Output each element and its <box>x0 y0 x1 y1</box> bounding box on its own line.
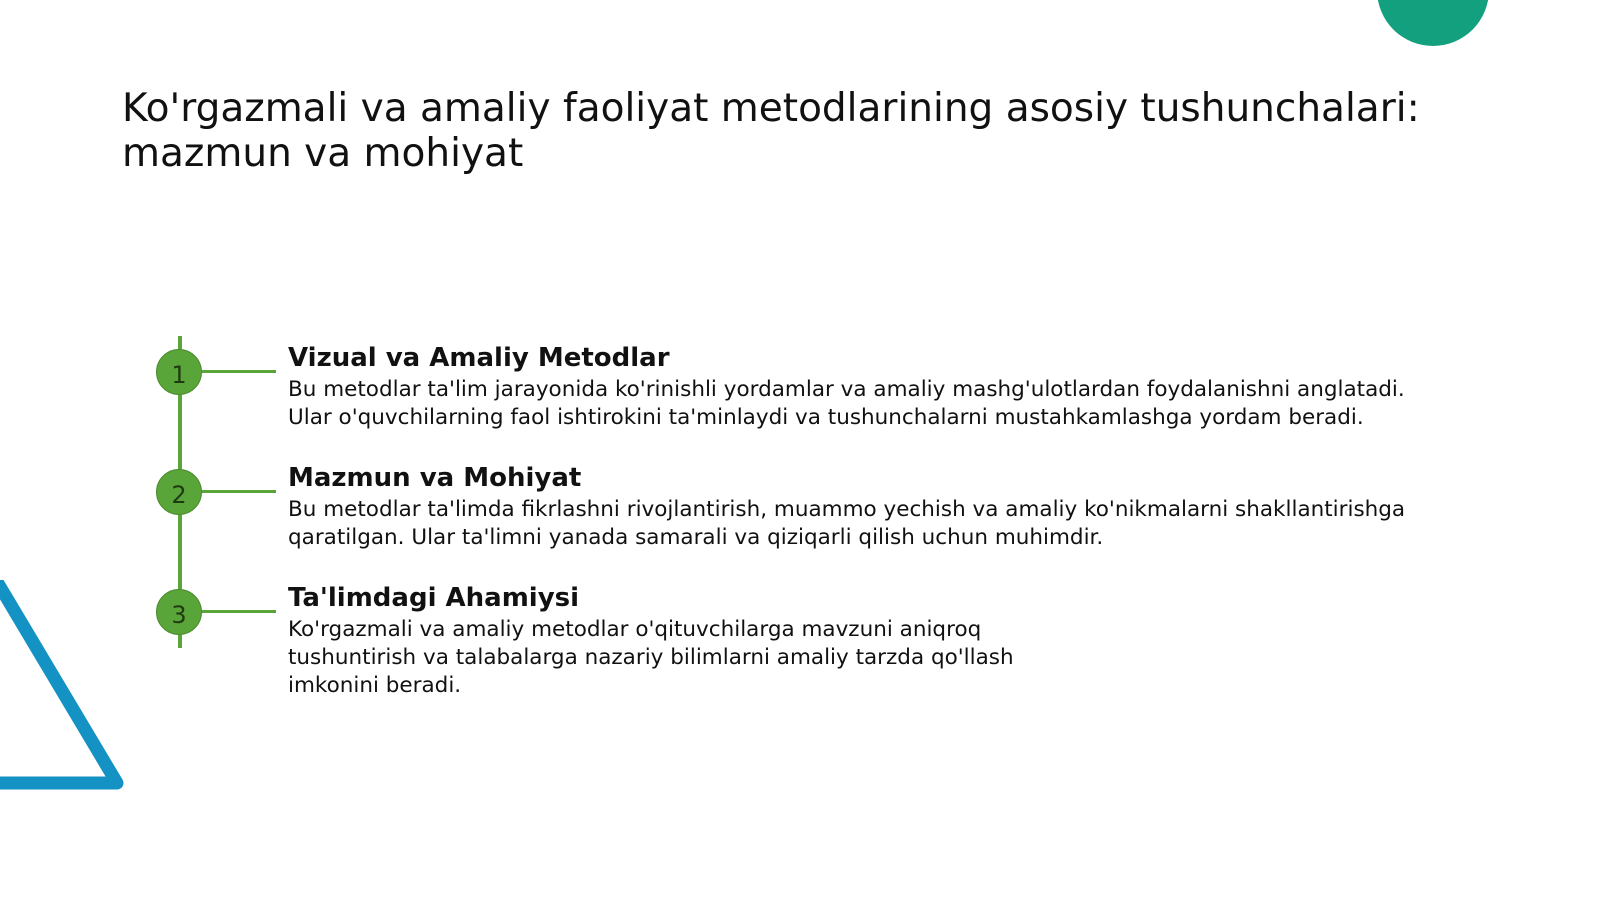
timeline-connector-3 <box>202 610 276 613</box>
timeline-node-number: 3 <box>171 601 187 629</box>
timeline-node-number: 2 <box>171 481 187 509</box>
timeline-item-3 <box>288 582 1048 700</box>
decorative-triangle <box>0 580 136 810</box>
timeline-item-2 <box>288 462 1438 552</box>
timeline-node-2 <box>156 469 202 515</box>
slide-title: Ko'rgazmali va amaliy faoliyat metodlarining asosiy tushunchalari: mazmun va mohiyat <box>122 86 1420 176</box>
timeline-node-1 <box>156 349 202 395</box>
timeline-node-3 <box>156 589 202 635</box>
timeline-node-number: 1 <box>171 361 187 389</box>
item-body: Ko'rgazmali va amaliy metodlar o'qituvchilarga mavzuni aniqroq tushuntirish va talabalarga nazariy bilimlarni amaliy tarzda qo'llash imkonini beradi. <box>288 617 1014 698</box>
decorative-circle <box>1377 0 1489 46</box>
timeline-connector-1 <box>202 370 276 373</box>
item-body: Bu metodlar ta'limda fikrlashni rivojlantirish, muammo yechish va amaliy ko'nikmalarni shakllantirishga qaratilgan. Ular ta'limni yanada samarali va qiziqarli qilish uchun muhimdir. <box>288 497 1406 550</box>
timeline-connector-2 <box>202 490 276 493</box>
item-heading: Mazmun va Mohiyat <box>288 463 582 493</box>
timeline-item-1 <box>288 342 1438 432</box>
item-heading: Vizual va Amaliy Metodlar <box>288 343 670 373</box>
item-heading: Ta'limdagi Ahamiysi <box>288 583 580 613</box>
item-body: Bu metodlar ta'lim jarayonida ko'rinishli yordamlar va amaliy mashg'ulotlardan foydalanishni anglatadi. Ular o'quvchilarning faol ishtirokini ta'minlaydi va tushunchalarni mustahkamlashga yordam beradi. <box>288 377 1405 430</box>
